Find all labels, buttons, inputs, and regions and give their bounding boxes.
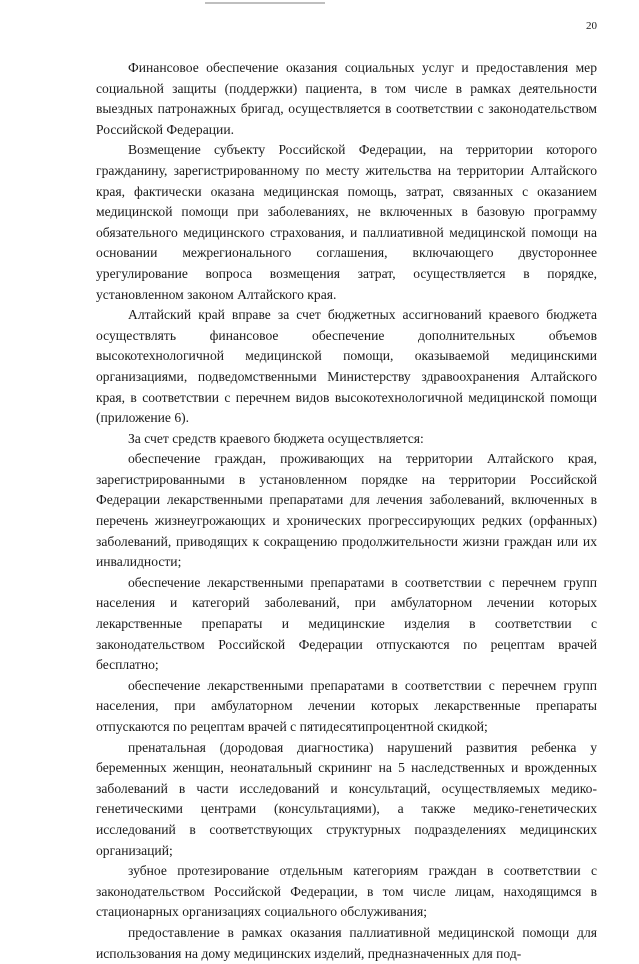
paragraph-reimbursement: Возмещение субъекту Российской Федерации, на территории которого гражданину, зарегистрированному по месту жительства на территории Алтайского края, фактически оказана медицинская помощь, затрат, связанных с оказанием медицинской помощи при заболеваниях, не включенных в базовую программу обязательного медицинского страхования, и паллиативной медицинской помощи на основании межрегионального соглашения, включающего двустороннее урегулирование вопроса возмещения затрат, осуществляется в порядке, установленном законом Алтайского края. bbox=[96, 142, 597, 302]
paragraph-financing-social-services: Финансовое обеспечение оказания социальных услуг и предоставления мер социальной защиты (поддержки) пациента, в том числе в рамках деятельности выездных патронажных бригад, осуществляется в соответствии с законодательством Российской Федерации. bbox=[96, 60, 597, 137]
paragraph-palliative-devices: предоставление в рамках оказания паллиативной медицинской помощи для использования на дому медицинских изделий, предназначенных для под- bbox=[96, 924, 597, 961]
paragraph-free-prescriptions: обеспечение лекарственными препаратами в соответствии с перечнем групп населения и категорий заболеваний, при амбулаторном лечении которых лекарственные препараты и медицинские изделия в соответствии с законодательством Российской Федерации отпускаются по рецептам врачей бесплатно; bbox=[96, 574, 597, 673]
scan-mark-line bbox=[205, 2, 325, 4]
paragraph-discount-prescriptions: обеспечение лекарственными препаратами в соответствии с перечнем групп населения, при амбулаторном лечении которых лекарственные препараты отпускаются по рецептам врачей с пятидесятипроцентной скидкой; bbox=[96, 677, 597, 734]
document-body bbox=[96, 58, 597, 964]
paragraph-dental-prosthetics: зубное протезирование отдельным категориям граждан в соответствии с законодательством Российской Федерации, в том числе лицам, находящимся в стационарных организациях социального обслуживания; bbox=[96, 863, 597, 920]
page-number: 20 bbox=[586, 20, 597, 32]
paragraph-orphan-diseases: обеспечение граждан, проживающих на территории Алтайского края, зарегистрированными в установленном порядке на территории Российской Федерации лекарственными препаратами для лечения заболеваний, включенных в перечень жизнеугрожающих и хронических прогрессирующих редких (орфанных) заболеваний, приводящих к сокращению продолжительности жизни граждан или их инвалидности; bbox=[96, 451, 597, 570]
paragraph-regional-budget-intro: За счет средств краевого бюджета осуществляется: bbox=[128, 430, 424, 446]
paragraph-high-tech-care: Алтайский край вправе за счет бюджетных ассигнований краевого бюджета осуществлять финансовое обеспечение дополнительных объемов высокотехнологичной медицинской помощи, оказываемой медицинскими организациями, подведомственными Министерству здравоохранения Алтайского края, в соответствии с перечнем видов высокотехнологичной медицинской помощи (приложение 6). bbox=[96, 307, 597, 426]
paragraph-prenatal-diagnostics: пренатальная (дородовая диагностика) нарушений развития ребенка у беременных женщин, неонатальный скрининг на 5 наследственных и врожденных заболеваний в части исследований и консультаций, осуществляемых медико-генетическими центрами (консультациями), а также медико-генетических исследований в соответствующих структурных подразделениях медицинских организаций; bbox=[96, 739, 597, 858]
